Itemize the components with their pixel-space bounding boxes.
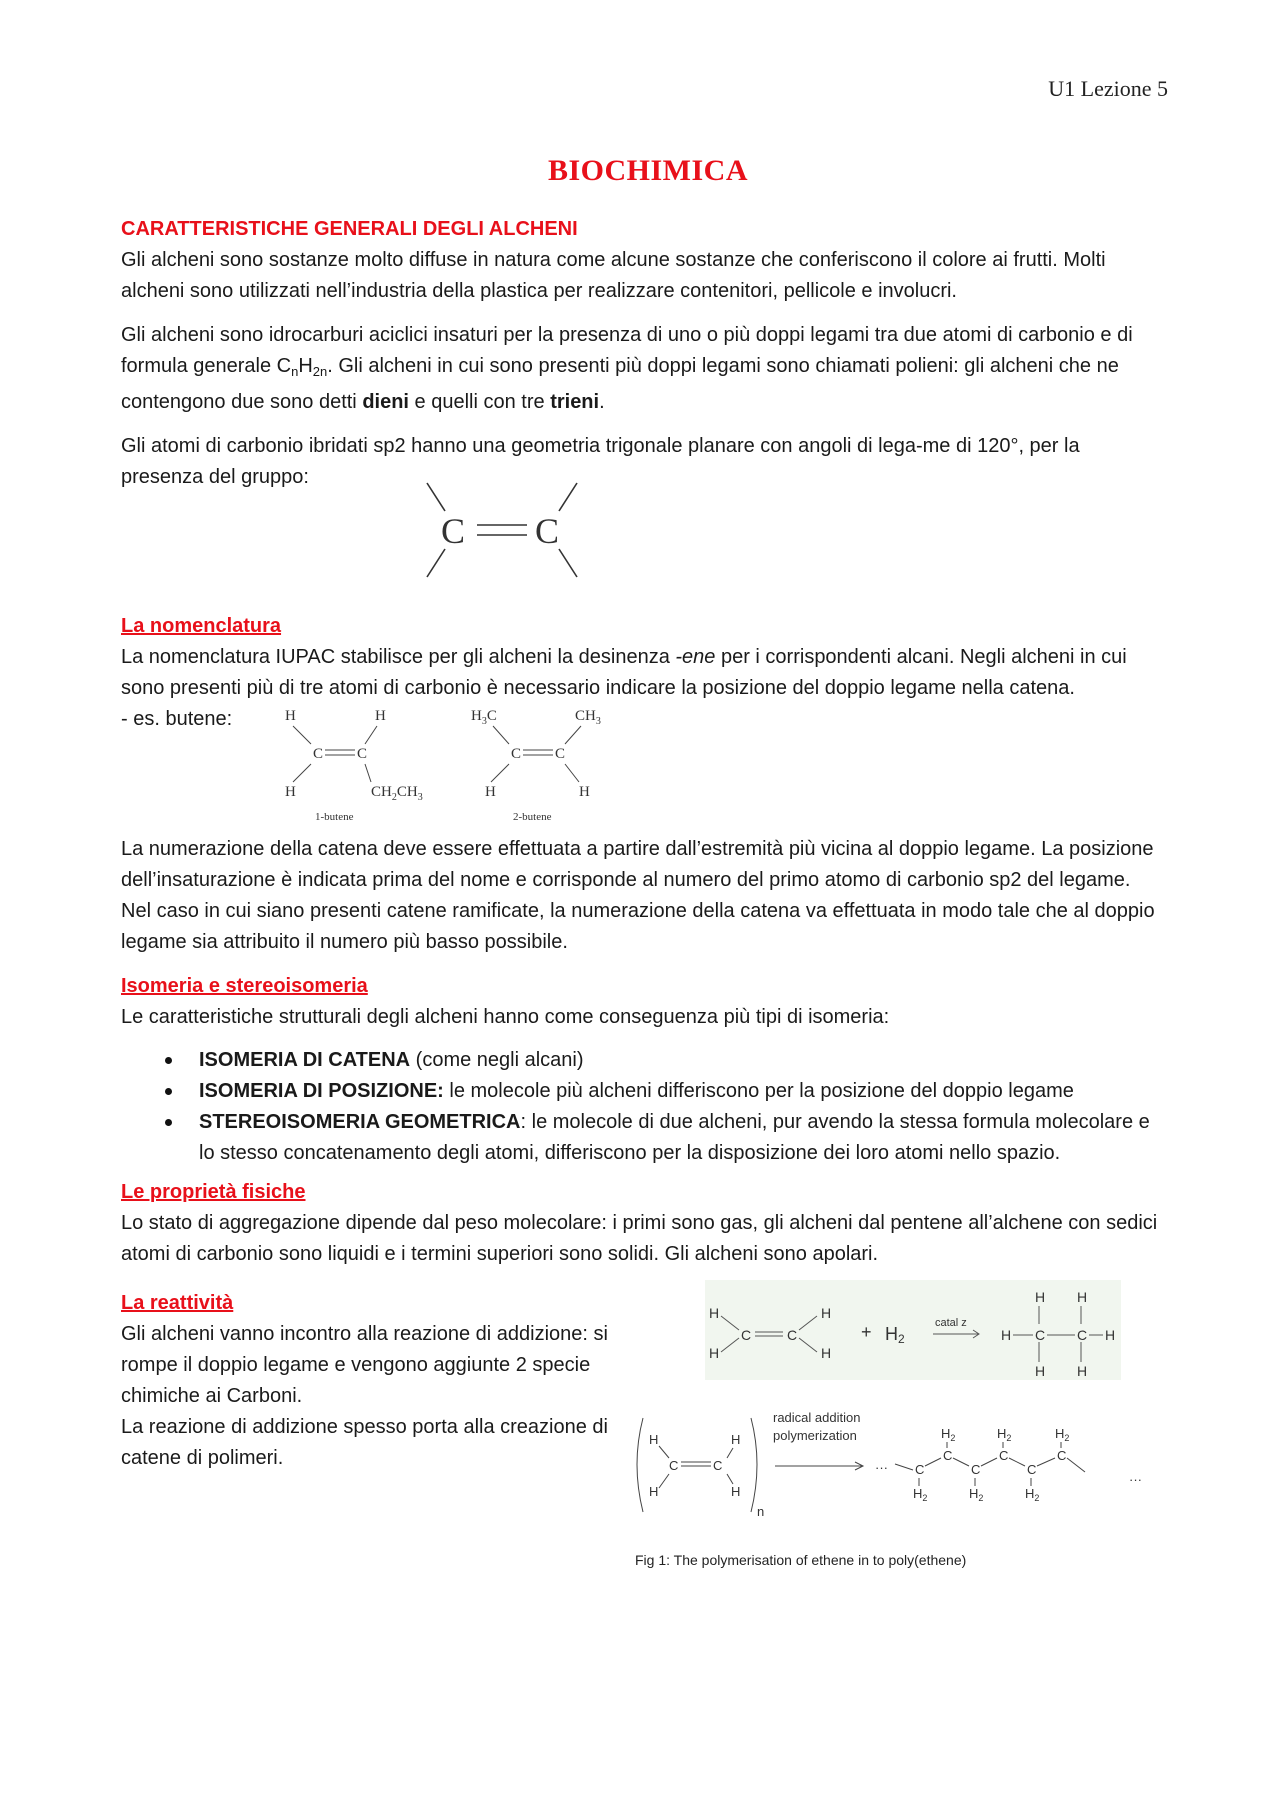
paragraph-polymers: La reazione di addizione spesso porta alla creazione di catene di polimeri. xyxy=(121,1416,608,1469)
text-fragment: . Gli alcheni in cui sono presenti più doppi legami sono chiamati polieni: gli alcheni che ne contengono due sono detti xyxy=(121,355,1119,413)
list-item xyxy=(121,1076,1161,1107)
paragraph-iupac xyxy=(121,642,1161,704)
chain-dots: ··· xyxy=(875,1460,888,1475)
item-term: ISOMERIA DI POSIZIONE: xyxy=(199,1080,444,1102)
item-term: ISOMERIA DI CATENA xyxy=(199,1049,411,1071)
carbon-label: C xyxy=(535,511,560,551)
atom-c: C xyxy=(713,1458,723,1473)
paragraph-intro: Gli alcheni sono sostanze molto diffuse in natura come alcune sostanze che conferiscono il colore ai frutti. Molti alcheni sono utilizzati nell’industria della plastica per realizzare contenitori, pellicole e involucri. xyxy=(121,249,1106,302)
subscript-2n: 2n xyxy=(312,364,328,379)
catalyst-label: catal z xyxy=(935,1317,967,1329)
subscript-n: n xyxy=(757,1504,765,1519)
atom-h: H xyxy=(821,1345,832,1361)
atom-h: H xyxy=(285,708,296,724)
atom-c: C xyxy=(915,1462,925,1477)
suffix-ene: -ene xyxy=(675,646,716,668)
atom-h: H xyxy=(731,1484,741,1499)
atom-c: C xyxy=(511,746,522,762)
item-text: : le molecole di due alcheni, pur avendo la stessa formula molecolare e lo stesso concatenamento degli atomi, differiscono per la disposizione dei loro atomi nello spazio. xyxy=(199,1111,1150,1164)
text-fragment: La nomenclatura IUPAC stabilisce per gli alcheni la desinenza xyxy=(121,646,676,668)
atom-h: H xyxy=(1105,1327,1116,1343)
atom-c: C xyxy=(1027,1462,1037,1477)
atom-h: H xyxy=(731,1432,741,1447)
hydrogenation-reaction-diagram xyxy=(705,1280,1121,1380)
list-item xyxy=(121,1107,1161,1169)
ch2-label: $H_2$ xyxy=(997,1426,1012,1443)
text-fragment: Gli alcheni sono idrocarburi aciclici insaturi per la presenza di uno o più doppi legami tra due atomi di carbonio e di formula generale C xyxy=(121,324,1133,377)
paragraph-addition: Gli alcheni vanno incontro alla reazione di addizione: si rompe il doppio legame e vengono aggiunte 2 specie chimiche ai Carboni. xyxy=(121,1323,608,1407)
group-ch2ch3: $CH_2CH_3$ xyxy=(371,784,423,803)
cc-double-bond-diagram xyxy=(417,477,587,583)
label-radical-addition: radical addition xyxy=(773,1410,861,1425)
label-2-butene: 2-butene xyxy=(513,811,552,823)
atom-c: C xyxy=(555,746,566,762)
label-polymerization: polymerization xyxy=(773,1428,857,1443)
polymerization-diagram xyxy=(629,1394,1149,1544)
ch2-label: $H_2$ xyxy=(941,1426,956,1443)
reactivity-section xyxy=(121,1288,1161,1588)
item-text: (come negli alcani) xyxy=(410,1049,584,1071)
carbon-label: C xyxy=(441,511,466,551)
document-title: BIOCHIMICA xyxy=(547,154,748,187)
section-heading-isomerism: Isomeria e stereoisomeria xyxy=(121,975,368,997)
text-fragment: H xyxy=(298,355,313,377)
atom-h: H xyxy=(579,784,590,800)
paragraph-formula xyxy=(121,320,1161,418)
chain-dots: ··· xyxy=(1129,1472,1142,1487)
section-heading-physical-properties: Le proprietà fisiche xyxy=(121,1181,306,1203)
list-item xyxy=(121,1045,1161,1076)
section-heading-general: CARATTERISTICHE GENERALI DEGLI ALCHENI xyxy=(121,218,578,240)
item-text: le molecole più alcheni differiscono per la posizione del doppio legame xyxy=(443,1080,1074,1102)
plus-sign: + xyxy=(861,1322,872,1342)
atom-h: H xyxy=(649,1432,659,1447)
document-body xyxy=(121,214,1161,1588)
atom-c: C xyxy=(1077,1327,1088,1343)
atom-h: H xyxy=(709,1305,720,1321)
figure-caption: Fig 1: The polymerisation of ethene in to poly(ethene) xyxy=(635,1552,967,1568)
atom-c: C xyxy=(971,1462,981,1477)
atom-c: C xyxy=(1035,1327,1046,1343)
group-h3c: $H_3C$ xyxy=(471,708,497,727)
paragraph-physical: Lo stato di aggregazione dipende dal peso molecolare: i primi sono gas, gli alcheni dal pentene all’alchene con sedici atomi di carbonio sono liquidi e i termini superiori sono solidi. Gli alcheni sono apolari. xyxy=(121,1212,1158,1265)
term-dieni: dieni xyxy=(362,391,409,413)
item-term: STEREOISOMERIA GEOMETRICA xyxy=(199,1111,521,1133)
text-fragment: per i corrispondenti alcani. Negli alcheni in cui sono presenti più di tre atomi di carbonio è necessario indicare la posizione del doppio legame nella catena. xyxy=(121,646,1127,699)
atom-c: C xyxy=(999,1448,1009,1463)
ch2-label: $H_2$ xyxy=(1025,1486,1040,1503)
ch2-label: $H_2$ xyxy=(969,1486,984,1503)
butene-structures xyxy=(285,700,645,830)
atom-c: C xyxy=(943,1448,953,1463)
label-1-butene: 1-butene xyxy=(315,811,354,823)
atom-h: H xyxy=(1077,1363,1088,1379)
isomerism-list xyxy=(121,1045,1161,1169)
text-fragment: e quelli con tre xyxy=(408,391,551,413)
atom-c: C xyxy=(741,1327,752,1343)
atom-h: H xyxy=(1077,1289,1088,1305)
atom-c: C xyxy=(357,746,368,762)
text-fragment: . xyxy=(599,391,605,413)
paragraph-numbering: La numerazione della catena deve essere effettuata a partire dall’estremità più vicina al doppio legame. La posizione dell’insaturazione è indicata prima del nome e corrisponde al numero del primo atomo di carbonio sp2 del legame. Nel caso in cui siano presenti catene ramificate, la numerazione della catena va effettuata in modo tale che al doppio legame sia attribuito il numero più basso possibile. xyxy=(121,838,1155,953)
atom-h: H xyxy=(375,708,386,724)
page-header: U1 Lezione 5 xyxy=(1048,76,1168,101)
atom-c: C xyxy=(313,746,324,762)
subscript-n: n xyxy=(291,364,299,379)
atom-h: H xyxy=(821,1305,832,1321)
atom-h: H xyxy=(1035,1289,1046,1305)
section-heading-reactivity: La reattività xyxy=(121,1292,234,1314)
atom-h: H xyxy=(485,784,496,800)
paragraph-geometry: Gli atomi di carbonio ibridati sp2 hanno una geometria trigonale planare con angoli di lega-me di 120°, per la presenza del gruppo: xyxy=(121,435,1080,488)
atom-c: C xyxy=(669,1458,679,1473)
atom-c: C xyxy=(787,1327,798,1343)
group-ch3: $CH_3$ xyxy=(575,708,601,727)
butene-example xyxy=(121,704,1161,834)
term-trieni: trieni xyxy=(550,391,600,413)
ch2-label: $H_2$ xyxy=(1055,1426,1070,1443)
atom-h: H xyxy=(1001,1327,1012,1343)
section-heading-nomenclature: La nomenclatura xyxy=(121,615,282,637)
atom-h: H xyxy=(1035,1363,1046,1379)
paragraph-isomerism-intro: Le caratteristiche strutturali degli alcheni hanno come conseguenza più tipi di isomeria: xyxy=(121,1006,890,1028)
atom-h: H xyxy=(709,1345,720,1361)
h2-molecule: H2 xyxy=(885,1324,905,1346)
atom-c: C xyxy=(1057,1448,1067,1463)
atom-h: H xyxy=(285,784,296,800)
example-label: - es. butene: xyxy=(121,708,233,730)
ch2-label: $H_2$ xyxy=(913,1486,928,1503)
atom-h: H xyxy=(649,1484,659,1499)
